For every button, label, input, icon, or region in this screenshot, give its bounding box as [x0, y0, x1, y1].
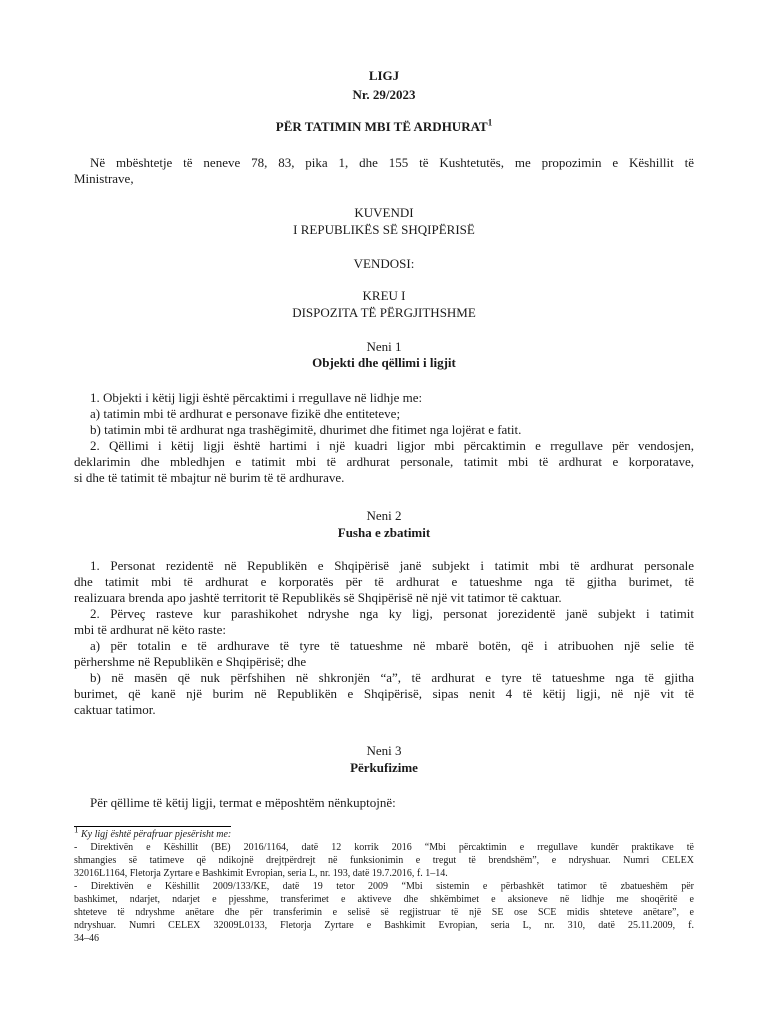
- paragraph-line: caktuar tatimor.: [74, 702, 156, 717]
- preamble: [74, 155, 694, 187]
- article-label: Neni 3: [366, 743, 402, 758]
- preamble-line: Në mbështetje të neneve 78, 83, pika 1, dhe 155 të Kushtetutës, me propozimin e Këshillit të: [90, 155, 694, 170]
- article-2-body: [74, 558, 694, 718]
- law-label: LIGJ: [368, 68, 400, 83]
- footnote-line: bashkimet, ndarjet, ndarjet e pjesshme, transferimet e aktiveve dhe shkëmbimet e aksioneve në lidhje me shoqëritë e: [74, 894, 694, 905]
- footnote-line: 34–46: [74, 933, 99, 944]
- footnote-line: shmangies së tatimeve që ndikojnë drejtpërdrejt në funksionimin e tregut të brendshëm”, e ndryshuar. Numri CELEX: [74, 855, 694, 866]
- decided-label: VENDOSI:: [353, 256, 415, 271]
- article-title: Objekti dhe qëllimi i ligjit: [312, 355, 456, 370]
- paragraph-line: 2. Qëllimi i këtij ligji është hartimi i një kuadri ligjor mbi përcaktimin e rregullave për vendosjen,: [90, 438, 694, 453]
- footnote-heading-text: Ky ligj është përafruar pjesërisht me:: [81, 829, 232, 840]
- article-3-body: [74, 795, 694, 811]
- paragraph-line: a) për totalin e të ardhurave të tyre të tatueshme në mbarë botën, që i atribuohen një selie të: [90, 638, 694, 653]
- paragraph-line: 2. Përveç rasteve kur parashikohet ndryshe nga ky ligj, personat jorezidentë janë subjekt i tatimit: [90, 606, 694, 621]
- paragraph-line: si dhe të tatimit të mbajtur në burim të të ardhurave.: [74, 470, 345, 485]
- chapter-label: KREU I: [362, 288, 406, 303]
- article-title: Përkufizime: [350, 760, 418, 775]
- footnote-line: shteteve të ndryshme anëtare dhe për transferimin e selisë së regjistruar të një SE ose SCE midis shteteve anëtare”, e: [74, 907, 694, 918]
- paragraph-line: dhe tatimit mbi të ardhurat e korporatës për të ardhurat e tatueshme nga të gjitha burimet, të: [74, 574, 694, 589]
- assembly-line: I REPUBLIKËS SË SHQIPËRISË: [293, 222, 475, 237]
- footnote-mark: 1: [74, 824, 79, 835]
- paragraph-line: 1. Objekti i këtij ligji është përcaktimi i rregullave në lidhje me:: [90, 390, 423, 405]
- paragraph-line: b) tatimin mbi të ardhurat nga trashëgimitë, dhurimet dhe fitimet nga lojërat e fatit.: [90, 422, 522, 437]
- footnote-heading: [74, 824, 694, 841]
- footnote-line: - Direktivën e Këshillit 2009/133/KE, datë 19 tetor 2009 “Mbi sistemin e përbashkët tatimor të zbatueshëm për: [74, 881, 694, 892]
- paragraph-line: 1. Personat rezidentë në Republikën e Shqipërisë janë subjekt i tatimit mbi të ardhurat personale: [90, 558, 694, 573]
- paragraph-line: deklarimin dhe mbledhjen e tatimit mbi të ardhurat personale, tatimit mbi të ardhurat e korporatave,: [74, 454, 694, 469]
- paragraph-line: realizuara brenda apo jashtë territorit të Republikës së Shqipërisë në një vit tatimor të caktuar.: [74, 590, 562, 605]
- article-label: Neni 2: [366, 508, 402, 523]
- paragraph-line: burimet, që kanë një burim në Republikën e Shqipërisë, sipas nenit 4 të këtij ligji, në një vit të: [74, 686, 694, 701]
- paragraph-line: mbi të ardhurat në këto raste:: [74, 622, 226, 637]
- footnote-separator: [74, 826, 231, 827]
- law-number: Nr. 29/2023: [352, 87, 416, 102]
- preamble-line: Ministrave,: [74, 171, 134, 186]
- footnote-ref[interactable]: 1: [487, 117, 493, 128]
- paragraph-line: përhershme në Republikën e Shqipërisë; dhe: [74, 654, 307, 669]
- footnote-line: - Direktivën e Këshillit (BE) 2016/1164, datë 12 korrik 2016 “Mbi përcaktimin e rregullave kundër praktikave të: [74, 842, 694, 853]
- paragraph-line: b) në masën që nuk përfshihen në shkronjën “a”, të ardhurat e tyre të tatueshme nga të gjitha: [90, 670, 694, 685]
- paragraph-line: Për qëllime të këtij ligji, termat e mëposhtëm nënkuptojnë:: [90, 795, 396, 810]
- chapter-title: DISPOZITA TË PËRGJITHSHME: [292, 305, 476, 320]
- paragraph-line: a) tatimin mbi të ardhurat e personave fizikë dhe entiteteve;: [90, 406, 401, 421]
- law-title: [74, 119, 694, 135]
- footnote-line: ndryshuar. Numri CELEX 32009L0133, Fletorja Zyrtare e Bashkimit Evropian, seria L, nr. 310, datë 25.11.2009, f.: [74, 920, 694, 931]
- law-title-text: PËR TATIMIN MBI TË ARDHURAT: [275, 119, 488, 134]
- footnote-line: 32016L1164, Fletorja Zyrtare e Bashkimit Evropian, seria L, nr. 193, datë 19.7.2016, f. 1–14.: [74, 868, 448, 879]
- article-1-body: [74, 390, 694, 486]
- article-title: Fusha e zbatimit: [337, 525, 431, 540]
- article-label: Neni 1: [366, 339, 402, 354]
- footnote: [74, 824, 694, 945]
- assembly-line: KUVENDI: [354, 205, 414, 220]
